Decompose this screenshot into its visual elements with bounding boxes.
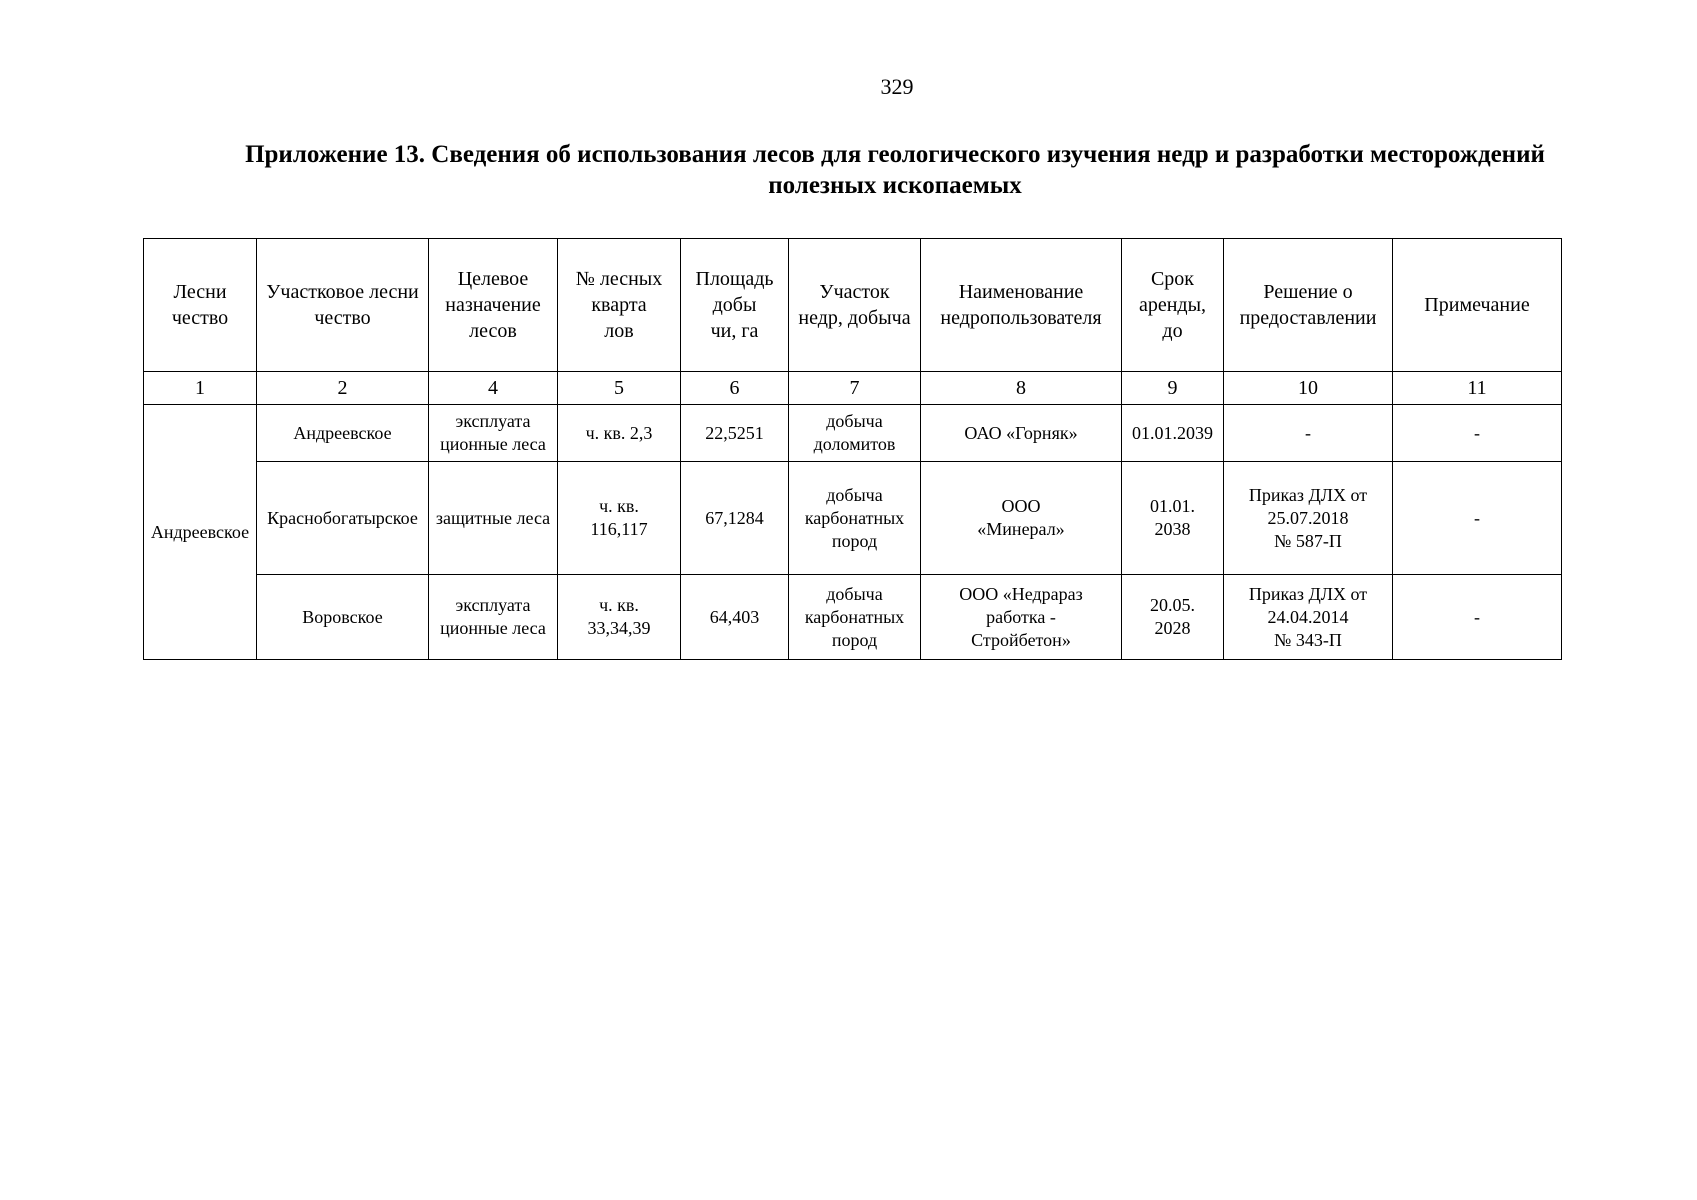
header-purpose: Целевое назначение лесов bbox=[429, 239, 558, 372]
cell-decision: - bbox=[1224, 405, 1393, 462]
title-line-2: полезных ископаемых bbox=[768, 172, 1022, 199]
column-number: 9 bbox=[1122, 372, 1224, 405]
header-subsoil: Участок недр, добыча bbox=[789, 239, 921, 372]
column-number: 11 bbox=[1393, 372, 1562, 405]
cell-district: Воровское bbox=[257, 575, 429, 660]
cell-lease-until: 01.01.2039 bbox=[1122, 405, 1224, 462]
cell-user: ООО «Минерал» bbox=[921, 462, 1122, 575]
cell-purpose: эксплуата ционные леса bbox=[429, 405, 558, 462]
page-title bbox=[140, 139, 1650, 201]
cell-subsoil: добыча карбонатных пород bbox=[789, 575, 921, 660]
cell-quarters: ч. кв. 2,3 bbox=[558, 405, 681, 462]
cell-subsoil: добыча карбонатных пород bbox=[789, 462, 921, 575]
cell-quarters: ч. кв. 116,117 bbox=[558, 462, 681, 575]
cell-note: - bbox=[1393, 462, 1562, 575]
column-number: 1 bbox=[144, 372, 257, 405]
table-row bbox=[144, 575, 1562, 660]
cell-decision: Приказ ДЛХ от 25.07.2018 № 587-П bbox=[1224, 462, 1393, 575]
cell-district: Краснобогатырское bbox=[257, 462, 429, 575]
column-number: 2 bbox=[257, 372, 429, 405]
column-number: 6 bbox=[681, 372, 789, 405]
header-quarters: № лесных кварта лов bbox=[558, 239, 681, 372]
cell-decision: Приказ ДЛХ от 24.04.2014 № 343-П bbox=[1224, 575, 1393, 660]
table-row bbox=[144, 462, 1562, 575]
header-area: Площадь добы чи, га bbox=[681, 239, 789, 372]
cell-subsoil: добыча доломитов bbox=[789, 405, 921, 462]
column-number-row bbox=[144, 372, 1562, 405]
column-number: 5 bbox=[558, 372, 681, 405]
cell-district: Андреевское bbox=[257, 405, 429, 462]
cell-forestry: Андреевское bbox=[144, 405, 257, 660]
cell-area: 64,403 bbox=[681, 575, 789, 660]
column-number: 4 bbox=[429, 372, 558, 405]
header-lease-until: Срок аренды, до bbox=[1122, 239, 1224, 372]
cell-purpose: защитные леса bbox=[429, 462, 558, 575]
header-user: Наименование недропользователя bbox=[921, 239, 1122, 372]
column-number: 7 bbox=[789, 372, 921, 405]
column-number: 8 bbox=[921, 372, 1122, 405]
cell-note: - bbox=[1393, 405, 1562, 462]
cell-note: - bbox=[1393, 575, 1562, 660]
cell-user: ОАО «Горняк» bbox=[921, 405, 1122, 462]
cell-lease-until: 01.01. 2038 bbox=[1122, 462, 1224, 575]
column-number: 10 bbox=[1224, 372, 1393, 405]
header-forestry: Лесни чество bbox=[144, 239, 257, 372]
table-header-row bbox=[144, 239, 1562, 372]
header-district-forestry: Участковое лесни чество bbox=[257, 239, 429, 372]
cell-purpose: эксплуата ционные леса bbox=[429, 575, 558, 660]
cell-quarters: ч. кв. 33,34,39 bbox=[558, 575, 681, 660]
cell-area: 22,5251 bbox=[681, 405, 789, 462]
title-line-1: Приложение 13. Сведения об использования лесов для геологического изучения недр и разработки месторождений bbox=[245, 141, 1545, 168]
cell-area: 67,1284 bbox=[681, 462, 789, 575]
cell-lease-until: 20.05. 2028 bbox=[1122, 575, 1224, 660]
table-row bbox=[144, 405, 1562, 462]
header-note: Примечание bbox=[1393, 239, 1562, 372]
cell-user: ООО «Недрараз работка - Стройбетон» bbox=[921, 575, 1122, 660]
page-number: 329 bbox=[880, 74, 914, 99]
header-decision: Решение о предоставлении bbox=[1224, 239, 1393, 372]
forest-use-table bbox=[143, 238, 1562, 660]
